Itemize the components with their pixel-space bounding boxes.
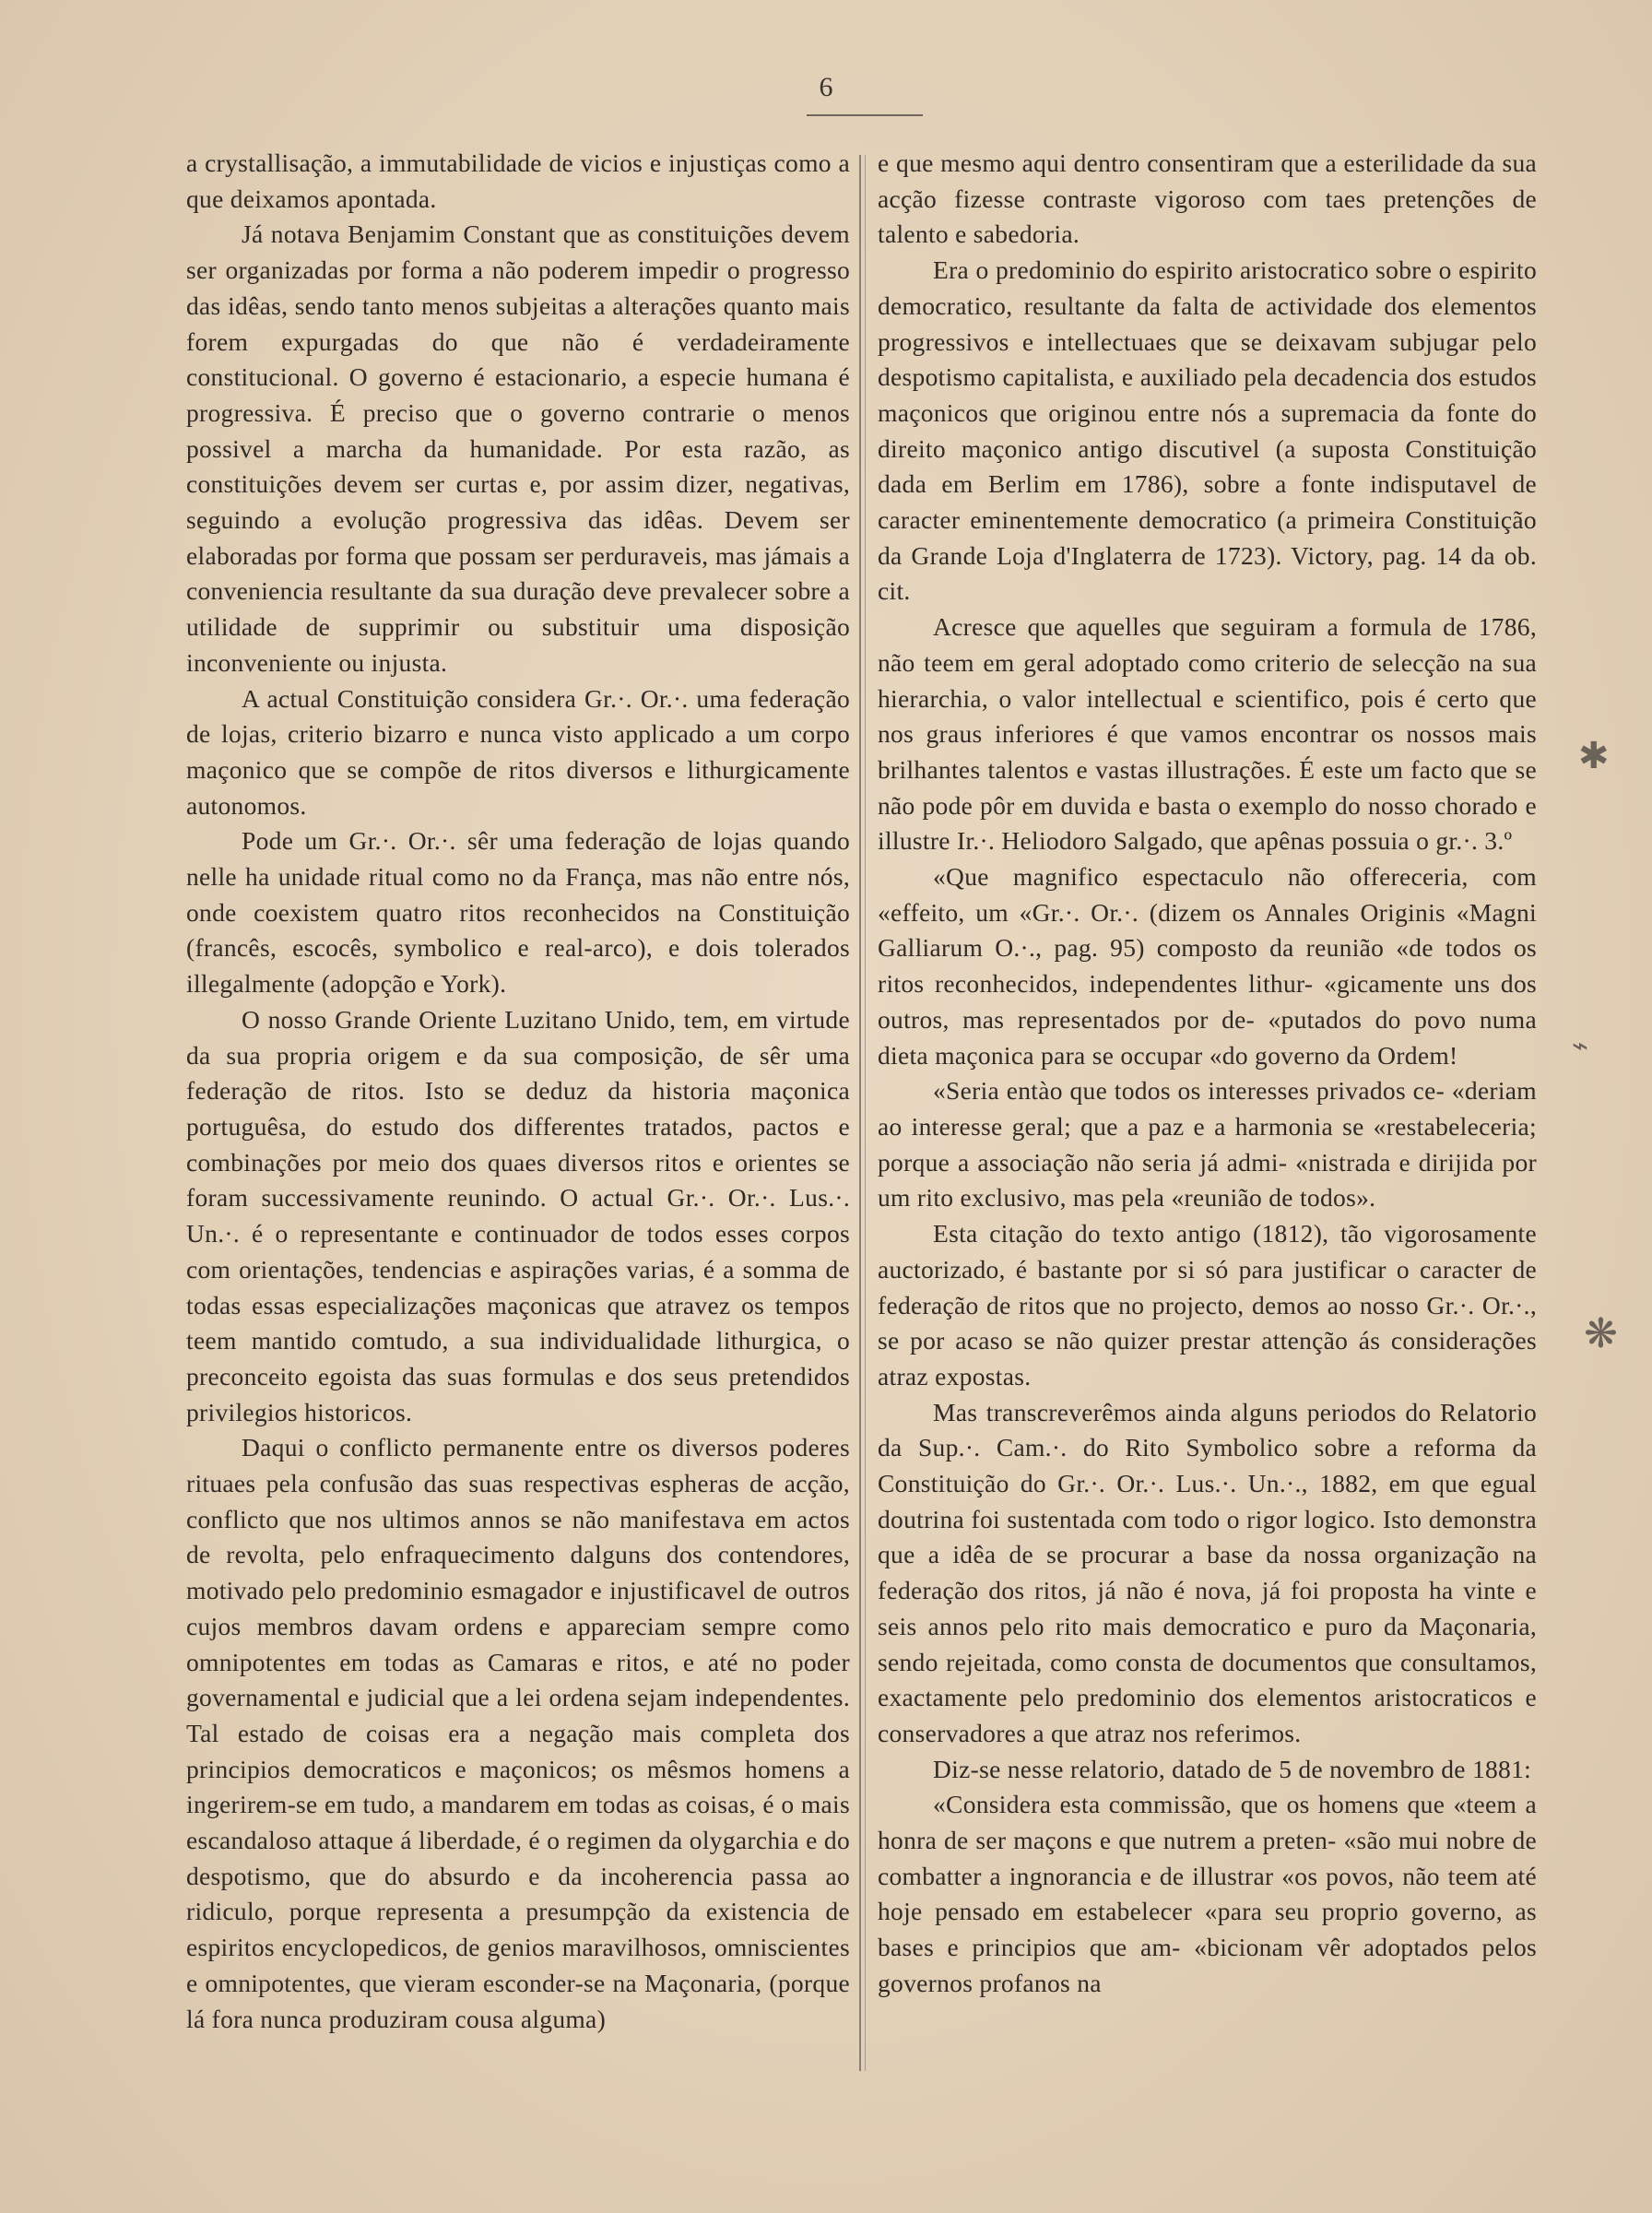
- paragraph: Acresce que aquelles que seguiram a formula de 1786, não teem em geral adoptado como criterio de selecção na sua hierarchia, o valor intellectual e scientifico, pois é certo que nos graus inferiores é que vamos encontrar os nossos mais brilhantes talentos e vastas illustrações. É este um facto que se não pode pôr em duvida e basta o exemplo do nosso chorado e illustre Ir.·. Heliodoro Salgado, que apênas possuia o gr.·. 3.º: [878, 612, 1537, 856]
- column-divider-inner: [865, 155, 866, 2071]
- page-number: 6: [819, 72, 833, 102]
- paragraph: «Considera esta commissão, que os homens que «teem a honra de ser maçons e que nutrem a preten- «são mui nobre de combatter a ingnorancia e de illustrar «os povos, não teem até hoje pensado em estabelecer «para seu proprio governo, as bases e principios que am- «bicionam vêr adoptados pelos governos profanos na: [878, 1790, 1537, 1997]
- left-column: [186, 146, 850, 2037]
- paragraph: Já notava Benjamim Constant que as constituições devem ser organizadas por forma a não poderem impedir o progresso das idêas, sendo tanto menos subjeitas a alterações quanto mais forem expurgadas do que não é verdadeiramente constitucional. O governo é estacionario, a especie humana é progressiva. É preciso que o governo contrarie o menos possivel a marcha da humanidade. Por esta razão, as constituições devem ser curtas e, por assim dizer, negativas, seguindo a evolução progressiva das idêas. Devem ser elaboradas por forma que possam ser perduraveis, mas jámais a conveniencia resultante da sua duração deve prevalecer sobre a utilidade de supprimir ou substituir uma disposição inconveniente ou injusta.: [186, 219, 850, 677]
- paragraph: Mas transcreverêmos ainda alguns periodos do Relatorio da Sup.·. Cam.·. do Rito Symbolico sobre a reforma da Constituição do Gr.·. Or.·. Lus.·. Un.·., 1882, em que egual doutrina foi sustentada com todo o rigor logico. Isto demonstra que a idêa de se procurar a base da nossa organização na federação dos ritos, já não é nova, já foi proposta ha vinte e seis annos pelo rito mais democratico e puro da Maçonaria, sendo rejeitada, como consta de documentos que consultamos, exactamente pelo predominio dos elementos aristocraticos e conservadores a que atraz nos referimos.: [878, 1397, 1537, 1747]
- paragraph: Daqui o conflicto permanente entre os diversos poderes rituaes pela confusão das suas respectivas espheras de acção, conflicto que nos ultimos annos se não manifestava em actos de revolta, pelo enfraquecimento dalguns dos contendores, motivado pelo predominio esmagador e injustificavel de outros cujos membros davam ordens e appareciam sempre como omnipotentes em todas as Camaras e ritos, e até no poder governamental e judicial que a lei ordena sejam independentes. Tal estado de coisas era a negação mais completa dos principios democraticos e maçonicos; os mêsmos homens a ingerirem-se em tudo, a mandarem em todas as coisas, é o mais escandaloso attaque á liberdade, é o regimen da olygarchia e do despotismo, que do absurdo e da incoherencia passa ao ridiculo, porque representa a presumpção da existencia de espiritos encyclopedicos, de genios maravilhosos, omniscientes e omnipotentes, que vieram esconder-se na Maçonaria, (porque lá fora nunca produziram cousa alguma): [186, 1433, 850, 2033]
- paragraph: O nosso Grande Oriente Luzitano Unido, tem, em virtude da sua propria origem e da sua composição, de sêr uma federação de ritos. Isto se deduz da historia maçonica portuguêsa, do estudo dos differentes tratados, pactos e combinações por meio dos quaes diversos ritos e orientes se foram successivamente reunindo. O actual Gr.·. Or.·. Lus.·. Un.·. é o representante e continuador de todos esses corpos com orientações, tendencias e aspirações varias, é a somma de todas essas especializações maçonicas que atravez os tempos teem mantido comtudo, a sua individualidade lithurgica, o preconceito egoista das suas formulas e dos seus pretendidos privilegios historicos.: [186, 1004, 850, 1426]
- header-rule: [807, 114, 923, 116]
- column-divider: [859, 155, 861, 2071]
- paragraph: e que mesmo aqui dentro consentiram que a esterilidade da sua acção fizesse contraste vigoroso com taes pretenções de talento e sabedoria.: [878, 148, 1537, 249]
- right-column: [878, 146, 1537, 2002]
- paragraph: Diz-se nesse relatorio, datado de 5 de novembro de 1881:: [933, 1754, 1532, 1783]
- margin-stain-icon: ❋: [1584, 1311, 1618, 1356]
- margin-stain-icon: ⌁: [1572, 1031, 1589, 1061]
- paragraph: Era o predominio do espirito aristocratico sobre o espirito democratico, resultante da falta de actividade dos elementos progressivos e intellectuaes que se deixavam subjugar pelo despotismo capitalista, e auxiliado pela decadencia dos estudos maçonicos que originou entre nós a supremacia da fonte do direito maçonico antigo discutivel (a suposta Constituição dada em Berlim em 1786), sobre a fonte indisputavel de caracter eminentemente democratico (a primeira Constituição da Grande Loja d'Inglaterra de 1723). Victory, pag. 14 da ob. cit.: [878, 255, 1537, 606]
- paragraph: «Seria entào que todos os interesses privados ce- «deriam ao interesse geral; que a paz e a harmonia se «restabeleceria; porque a associação não seria já admi- «nistrada e dirijida por um rito exclusivo, mas pela «reunião de todos».: [878, 1076, 1537, 1213]
- paragraph: «Que magnifico espectaculo não offereceria, com «effeito, um «Gr.·. Or.·. (dizem os Annales Originis «Magni Galliarum O.·., pag. 95) composto da reunião «de todos os ritos reconhecidos, independentes lithur- «gicamente uns dos outros, mas representados por de- «putados do povo numa dieta maçonica para se occupar «do governo da Ordem!: [878, 862, 1537, 1070]
- paragraph: A actual Constituição considera Gr.·. Or.·. uma federação de lojas, criterio bizarro e nunca visto applicado a um corpo maçonico que se compõe de ritos diversos e lithurgicamente autonomos.: [186, 683, 850, 820]
- paragraph: Pode um Gr.·. Or.·. sêr uma federação de lojas quando nelle ha unidade ritual como no da França, mas não entre nós, onde coexistem quatro ritos reconhecidos na Constituição (francês, escocês, symbolico e real-arco), e dois tolerados illegalmente (adopção e York).: [186, 826, 850, 999]
- margin-stain-icon: ✱: [1578, 735, 1610, 776]
- paragraph: Esta citação do texto antigo (1812), tão vigorosamente auctorizado, é bastante por si só para justificar o caracter de federação de ritos que no projecto, demos ao nosso Gr.·. Or.·., se por acaso se não quizer prestar attenção ás considerações atraz expostas.: [878, 1219, 1537, 1391]
- paragraph: a crystallisação, a immutabilidade de vicios e injustiças como a que deixamos apontada.: [186, 148, 850, 213]
